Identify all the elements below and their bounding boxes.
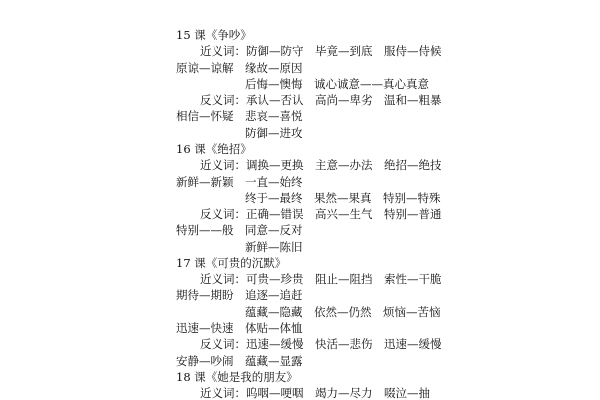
lesson-16-antonyms-line-1: 反义词：正确—错误 高兴—生气 特别—普通 bbox=[200, 207, 442, 221]
lesson-15-antonyms-line-2: 相信—怀疑 悲哀—喜悦 bbox=[176, 109, 303, 124]
lesson-18-title: 18 课《她是我的朋友》 bbox=[176, 369, 298, 384]
lesson-16-synonyms-line-3: 终于—最终 果然—果真 特别—特殊 bbox=[245, 190, 441, 205]
lesson-17-synonyms-line-4: 迅速—快速 体贴—体恤 bbox=[176, 320, 303, 335]
lesson-16-synonyms-line-2: 新鲜—新颖 一直—始终 bbox=[176, 174, 303, 189]
lesson-16-antonyms-line-3: 新鲜—陈旧 bbox=[245, 239, 303, 254]
lesson-17-synonyms-line-1: 近义词：可贵—珍贵 阻止—阻挡 索性—干脆 bbox=[200, 272, 442, 287]
lesson-16-synonyms-line-1: 近义词：调换—更换 主意—办法 绝招—绝技 bbox=[200, 158, 442, 173]
lesson-15-antonyms-line-1: 反义词：承认—否认 高尚—卑劣 温和—粗暴 bbox=[200, 93, 442, 108]
lesson-15-antonyms-line-3: 防御—进攻 bbox=[245, 125, 303, 140]
lesson-16-title: 16 课《绝招》 bbox=[176, 141, 252, 156]
lesson-17-antonyms-line-2: 安静—吵闹 蕴藏—显露 bbox=[176, 353, 303, 368]
lesson-15-synonyms-line-3: 后悔—懊悔 诚心诚意——真心真意 bbox=[245, 76, 429, 91]
lesson-18-synonyms-line-1: 近义词：呜咽—哽咽 竭力—尽力 啜泣—抽 bbox=[200, 386, 430, 400]
lesson-15-title: 15 课《争吵》 bbox=[176, 28, 252, 42]
lesson-17-title: 17 课《可贵的沉默》 bbox=[176, 255, 287, 270]
lesson-16-antonyms-line-2: 特别——般 同意—反对 bbox=[176, 223, 303, 238]
lesson-17-antonyms-line-1: 反义词：迅速—缓慢 快活—悲伤 迅速—缓慢 bbox=[200, 337, 442, 352]
lesson-15-synonyms-line-1: 近义词：防御—防守 毕竟—到底 服侍—侍候 bbox=[200, 44, 442, 59]
lesson-17-synonyms-line-2: 期待—期盼 追逐—追赶 bbox=[176, 288, 303, 303]
lesson-17-synonyms-line-3: 蕴藏—隐藏 依然—仍然 烦恼—苦恼 bbox=[245, 304, 441, 319]
lesson-15-synonyms-line-2: 原谅—谅解 缘故—原因 bbox=[176, 60, 303, 75]
